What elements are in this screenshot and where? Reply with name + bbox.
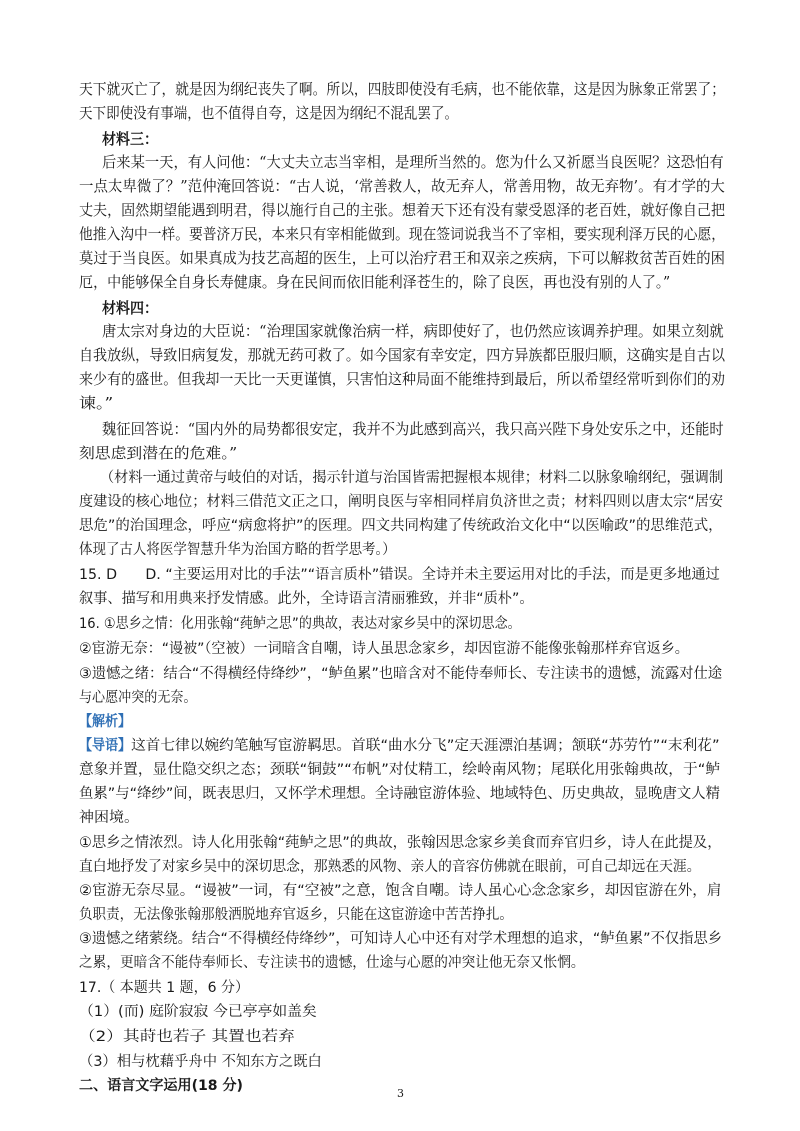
material-3-line: 他推入沟中一样。要普济万民，本来只有宰相能做到。现在签词说我当不了宰相，要实现利泽万民的心愿， bbox=[79, 225, 726, 243]
daoyu-line: 意象并置，显仕隐交织之态；颈联“铜鼓”“布帆”对仗精工，绘岭南风物；尾联化用张翰典故，于“鲈 bbox=[79, 762, 721, 778]
daoyu-line: 鱼累”与“绛纱”间，既表思归，又怀学术理想。全诗融宦游体验、地域特色、历史典故，显晚唐文人精 bbox=[79, 786, 721, 802]
analysis-point-line: 之累，更暗含不能侍奉师长、专注读书的遗憾，仕途与心愿的冲突让他无奈又怅惘。 bbox=[79, 955, 585, 971]
answer-15-line: 15. D D. “主要运用对比的手法”“语言质朴”错误。全诗并未主要运用对比的手法，而是更多地通过 bbox=[79, 567, 720, 583]
section-2-title: 二、语言文字运用(18 分) bbox=[79, 1078, 243, 1094]
analysis-point-line: 直白地抒发了对家乡吴中的深切思念，那熟悉的风物、亲人的音容仿佛就在眼前，可自己却远在天涯。 bbox=[79, 859, 701, 875]
answer-16-line: 16. ①思乡之情：化用张翰“莼鲈之思”的典故，表达对家乡吴中的深切思念。 bbox=[79, 616, 521, 632]
paragraph-line: 天下就灭亡了，就是因为纲纪丧失了啊。所以，四肢即使没有毛病，也不能依靠，这是因为脉象正常罢了； bbox=[79, 80, 726, 98]
summary-line: （材料一通过黄帝与岐伯的对话，揭示针道与治国皆需把握根本规律；材料二以脉象喻纲纪，强调制 bbox=[100, 470, 724, 486]
material-4-line: 魏征回答说：“国内外的局势都很安定，我并不为此感到高兴，我只高兴陛下身处安乐之中，还能时 bbox=[102, 420, 724, 438]
summary-line: 思危”的治国理念，呼应“病愈将护”的医理。四文共同构建了传统政治文化中“以医喻政”的思维范式， bbox=[79, 518, 723, 534]
answer-16-line: ③遗憾之绪：结合“不得横经侍绛纱”，“鲈鱼累”也暗含对不能侍奉师长、专注读书的遗憾，流露对仕途 bbox=[79, 666, 723, 682]
daoyu-line: 这首七律以婉约笔触写宦游羁思。首联“曲水分飞”定天涯漂泊基调；颔联“苏劳竹”“末利花” bbox=[131, 738, 720, 754]
material-3-line: 一点太卑微了？”范仲淹回答说：“古人说，‘常善救人，故无弃人，常善用物，故无弃物’。有才学的大 bbox=[79, 177, 725, 195]
analysis-point-line: ②宦游无奈尽显。“谩被”一词，有“空被”之意，饱含自嘲。诗人虽心心念念家乡，却因宦游在外，肩 bbox=[79, 883, 722, 899]
daoyu-label: 【导语】 bbox=[79, 738, 132, 754]
material-4-line: 自我放纵，导致旧病复发，那就无药可救了。如今国家有幸安定，四方异族都臣服归顺，这确实是自古以 bbox=[79, 346, 725, 364]
material-4-line: 刻思虑到潜在的危难。” bbox=[79, 444, 238, 462]
daoyu-line: 神困境。 bbox=[79, 810, 140, 826]
summary-line: 体现了古人将医学智慧升华为治国方略的哲学思考。） bbox=[79, 542, 396, 558]
answer-17-header: 17.（ 本题共 1 题，6 分） bbox=[79, 980, 249, 996]
material-3-line: 丈夫，固然期望能遇到明君，得以施行自己的主张。想着天下还有没有蒙受恩泽的老百姓，就好像自己把 bbox=[79, 201, 725, 219]
material-4-line: 谏。” bbox=[79, 394, 114, 412]
answer-17-item: （2）其莳也若子 其置也若弃 bbox=[79, 1029, 295, 1045]
material-4-line: 来少有的盛世。但我却一天比一天更谨慎，只害怕这种局面不能维持到最后，所以希望经常听到你们的劝 bbox=[79, 370, 725, 388]
material-4-line: 唐太宗对身边的大臣说：“治理国家就像治病一样，病即使好了，也仍然应该调养护理。如果立刻就 bbox=[102, 322, 724, 340]
analysis-point-line: ③遗憾之绪萦绕。结合“不得横经侍绛纱”，可知诗人心中还有对学术理想的追求，“鲈鱼累”不仅指思乡 bbox=[79, 931, 723, 947]
analysis-point-line: 负职责，无法像张翰那般洒脱地弃官返乡，只能在这宦游途中苦苦挣扎。 bbox=[79, 907, 513, 923]
answer-16-line: ②宦游无奈：“谩被”（空被）一词暗含自嘲，诗人虽思念家乡，却因宦游不能像张翰那样弃官返乡。 bbox=[79, 641, 689, 657]
material-3-line: 厄，中能够保全自身长寿健康。身在民间而依旧能利泽苍生的，除了良医，再也没有别的人了。” bbox=[79, 273, 671, 291]
analysis-label: 【解析】 bbox=[79, 714, 132, 730]
analysis-point-line: ①思乡之情浓烈。诗人化用张翰“莼鲈之思”的典故，张翰因思念家乡美食而弃官归乡，诗人在此提及， bbox=[79, 835, 722, 851]
material-3-line: 莫过于当良医。如果真成为技艺高超的医生，上可以治疗君王和双亲之疾病，下可以解救贫苦百姓的困 bbox=[79, 249, 725, 267]
paragraph-line: 天下即使没有事端，也不值得自夸，这是因为纲纪不混乱罢了。 bbox=[79, 104, 459, 122]
page-number: 3 bbox=[397, 1087, 404, 1100]
material-3-heading: 材料三： bbox=[102, 130, 159, 148]
answer-17-item: （1）(而) 庭阶寂寂 今已亭亭如盖矣 bbox=[79, 1004, 317, 1020]
summary-line: 度建设的核心地位；材料三借范文正之口，阐明良医与宰相同样肩负济世之责；材料四则以唐太宗“居安 bbox=[79, 494, 724, 510]
answer-17-item: （3）相与枕藉乎舟中 不知东方之既白 bbox=[79, 1054, 322, 1070]
material-3-line: 后来某一天，有人问他：“大丈夫立志当宰相，是理所当然的。您为什么又祈愿当良医呢？这恐怕有 bbox=[102, 153, 724, 171]
answer-16-line: 与心愿冲突的无奈。 bbox=[79, 690, 197, 706]
answer-15-line: 叙事、描写和用典来抒发情感。此外，全诗语言清丽雅致，并非“质朴”。 bbox=[79, 591, 534, 607]
material-4-heading: 材料四： bbox=[102, 299, 159, 317]
